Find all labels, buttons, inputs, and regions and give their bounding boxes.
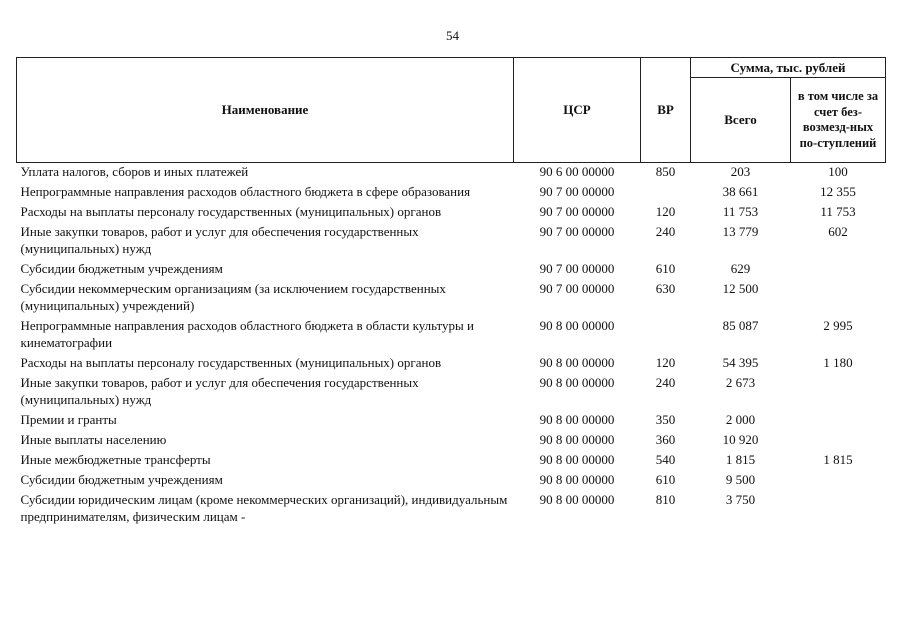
cell-csr: 90 8 00 00000 — [539, 492, 615, 507]
header-gratis: в том числе за счет без-возмезд-ных по-ступлений — [791, 78, 886, 163]
cell-vr: 850 — [655, 164, 676, 179]
cell-csr: 90 8 00 00000 — [539, 452, 615, 467]
cell-vr: 610 — [655, 472, 676, 487]
cell-vr: 630 — [655, 281, 676, 296]
cell-name: Уплата налогов, сборов и иных платежей — [20, 164, 249, 179]
cell-name: Иные выплаты населению — [20, 432, 167, 447]
cell-csr: 90 7 00 00000 — [539, 204, 615, 219]
cell-csr: 90 8 00 00000 — [539, 355, 615, 370]
cell-gratis: 1 815 — [823, 452, 853, 467]
cell-gratis — [791, 471, 886, 491]
cell-csr: 90 8 00 00000 — [539, 318, 615, 333]
cell-gratis — [791, 431, 886, 451]
cell-total: 13 779 — [722, 224, 759, 239]
table-row — [17, 183, 886, 203]
cell-name: Иные закупки товаров, работ и услуг для обеспечения государственных (муниципальных) нужд — [20, 224, 419, 256]
cell-csr: 90 8 00 00000 — [539, 472, 615, 487]
header-csr: ЦСР — [514, 58, 641, 163]
table-row — [17, 491, 886, 528]
cell-vr: 540 — [655, 452, 676, 467]
cell-csr: 90 7 00 00000 — [539, 281, 615, 296]
cell-csr: 90 8 00 00000 — [539, 412, 615, 427]
cell-vr: 120 — [655, 204, 676, 219]
cell-total: 3 750 — [725, 492, 756, 507]
cell-vr: 240 — [655, 375, 676, 390]
table-header — [17, 58, 886, 163]
table-row — [17, 280, 886, 317]
cell-vr: 610 — [655, 261, 676, 276]
table-body — [17, 163, 886, 529]
cell-total: 9 500 — [725, 472, 756, 487]
cell-gratis: 1 180 — [823, 355, 853, 370]
cell-name: Премии и гранты — [20, 412, 117, 427]
cell-csr: 90 7 00 00000 — [539, 184, 615, 199]
cell-name: Иные закупки товаров, работ и услуг для обеспечения государственных (муниципальных) нужд — [20, 375, 419, 407]
table-row — [17, 260, 886, 280]
table-row — [17, 451, 886, 471]
cell-vr: 120 — [655, 355, 676, 370]
cell-name: Непрограммные направления расходов областного бюджета в области культуры и кинематографии — [20, 318, 474, 350]
cell-gratis: 2 995 — [823, 318, 853, 333]
cell-gratis: 602 — [828, 224, 848, 239]
cell-total: 203 — [730, 164, 751, 179]
table-row — [17, 431, 886, 451]
cell-gratis — [791, 280, 886, 317]
cell-gratis — [791, 491, 886, 528]
cell-gratis: 100 — [828, 164, 848, 179]
table-row — [17, 317, 886, 354]
table-row — [17, 411, 886, 431]
header-vr: ВР — [641, 58, 691, 163]
table-row — [17, 223, 886, 260]
cell-total: 10 920 — [722, 432, 759, 447]
cell-name: Непрограммные направления расходов областного бюджета в сфере образования — [20, 184, 471, 199]
cell-total: 54 395 — [722, 355, 759, 370]
cell-name: Субсидии бюджетным учреждениям — [20, 472, 223, 487]
cell-total: 2 000 — [725, 412, 756, 427]
table-row — [17, 354, 886, 374]
header-name: Наименование — [17, 58, 514, 163]
cell-name: Расходы на выплаты персоналу государственных (муниципальных) органов — [20, 204, 442, 219]
page-number: 54 — [446, 28, 459, 43]
cell-csr: 90 7 00 00000 — [539, 224, 615, 239]
cell-gratis: 12 355 — [820, 184, 856, 199]
cell-vr: 240 — [655, 224, 676, 239]
cell-gratis — [791, 260, 886, 280]
cell-total: 1 815 — [725, 452, 756, 467]
cell-gratis — [791, 411, 886, 431]
cell-vr: 360 — [655, 432, 676, 447]
cell-vr — [641, 317, 691, 354]
budget-table — [16, 57, 886, 528]
table-row — [17, 471, 886, 491]
cell-name: Расходы на выплаты персоналу государственных (муниципальных) органов — [20, 355, 442, 370]
header-sum: Сумма, тыс. рублей — [691, 58, 886, 78]
cell-gratis — [791, 374, 886, 411]
header-total: Всего — [691, 78, 791, 163]
cell-gratis: 11 753 — [820, 204, 856, 219]
cell-total: 11 753 — [722, 204, 759, 219]
cell-total: 38 661 — [722, 184, 759, 199]
cell-name: Субсидии бюджетным учреждениям — [20, 261, 223, 276]
cell-name: Субсидии юридическим лицам (кроме некоммерческих организаций), индивидуальным предпринимателям, физическим лицам - — [20, 492, 508, 524]
cell-name: Иные межбюджетные трансферты — [20, 452, 211, 467]
cell-csr: 90 7 00 00000 — [539, 261, 615, 276]
cell-total: 12 500 — [722, 281, 759, 296]
cell-csr: 90 6 00 00000 — [539, 164, 615, 179]
cell-total: 2 673 — [725, 375, 756, 390]
cell-vr: 810 — [655, 492, 676, 507]
cell-csr: 90 8 00 00000 — [539, 375, 615, 390]
cell-vr — [641, 183, 691, 203]
table-row — [17, 374, 886, 411]
cell-total: 629 — [730, 261, 751, 276]
table-row — [17, 163, 886, 184]
cell-name: Субсидии некоммерческим организациям (за исключением государственных (муниципальных) учреждений) — [20, 281, 446, 313]
table-row — [17, 203, 886, 223]
cell-csr: 90 8 00 00000 — [539, 432, 615, 447]
cell-vr: 350 — [655, 412, 676, 427]
cell-total: 85 087 — [722, 318, 759, 333]
